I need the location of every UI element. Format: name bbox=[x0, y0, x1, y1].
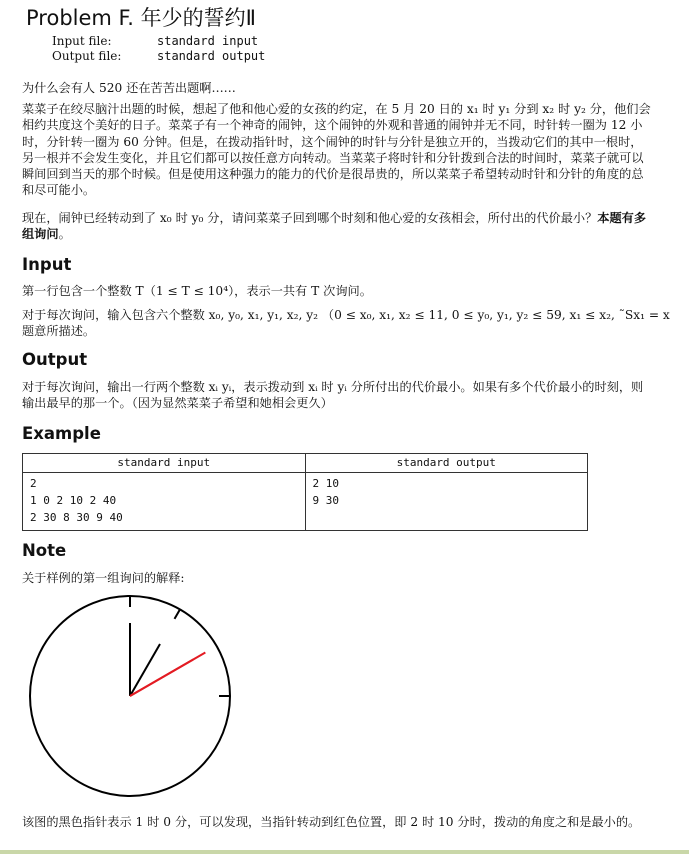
output-file-value: standard output bbox=[157, 49, 266, 63]
statement-paragraph-2 bbox=[22, 210, 652, 243]
clock-ticks bbox=[130, 596, 230, 696]
statement-intro: 为什么会有人 520 还在苦苦出题啊…… bbox=[22, 81, 236, 95]
example-output-body bbox=[306, 473, 588, 511]
input-heading: Input bbox=[22, 255, 72, 274]
statement-paragraph-2-text: 现在，闹钟已经转动到了 x₀ 时 y₀ 分，请问菜菜子回到哪个时刻和他心爱的女孩相会，所付出的代价最小？ bbox=[22, 211, 598, 225]
output-heading: Output bbox=[22, 350, 88, 369]
output-file-label: Output file: bbox=[52, 49, 122, 63]
example-input-header: standard input bbox=[23, 454, 305, 473]
input-file-label: Input file: bbox=[52, 34, 112, 48]
page-bottom-bar bbox=[0, 850, 689, 854]
example-output-line-1: 2 10 bbox=[312, 477, 339, 490]
example-heading: Example bbox=[22, 424, 101, 443]
example-input-line-1: 2 bbox=[30, 477, 37, 490]
example-input-body bbox=[23, 473, 305, 528]
example-input-line-2: 1 0 2 10 2 40 bbox=[30, 494, 117, 507]
example-input-line-3: 2 30 8 30 9 40 bbox=[30, 511, 123, 524]
output-text: 对于每次询问，输出一行两个整数 xᵢ yᵢ，表示拨动到 xᵢ 时 yᵢ 分所付出的代价最小。如果有多个代价最小的时刻，则输出最早的那一个。（因为显然菜菜子希望和她相会更久） bbox=[22, 380, 644, 411]
io-spec bbox=[52, 34, 265, 64]
note-heading: Note bbox=[22, 541, 67, 560]
note-intro: 关于样例的第一组询问的解释: bbox=[22, 571, 185, 585]
statement-paragraph-1: 菜菜子在绞尽脑汁出题的时候，想起了他和他心爱的女孩的约定，在 5 月 20 日的 x₁ 时 y₁ 分到 x₂ 时 y₂ 分，他们会相约共度这个美好的日子。菜菜子有一个神奇的闹钟，这个闹钟的外观和普通的闹钟并无不同，时针转一圈为 12 小时，分针转一圈为 60 分钟。但是，在拨动指针时，这个闹钟的时针与分针是独立开的，当拨动它们的其中一根时，另一根并不会发生变化，并且它们都可以按任意方向转动。当菜菜子将时针和分针拨到合法的时间时，菜菜子就可以瞬间回到当天的那个时候。但是使用这种强力的能力的代价是很昂贵的，所以菜菜子希望转动时针和分针的角度的总和尽可能小。 bbox=[22, 102, 651, 198]
input-file-value: standard input bbox=[157, 34, 259, 48]
example-output-header: standard output bbox=[306, 454, 588, 473]
statement-paragraph-2-end: 。 bbox=[58, 227, 71, 242]
example-table bbox=[22, 453, 588, 531]
input-line-2: 对于每次询问，输入包含六个整数 x₀, y₀, x₁, y₁, x₂, y₂ （0 ≤ x₀, x₁, x₂ ≤ 11, 0 ≤ y₀, y₁, y₂ ≤ 59, x₁ ≤ x₂, ˜Sx₁ = x bbox=[22, 308, 670, 322]
statement-multi-query-note: 本题有多组询问 bbox=[22, 211, 647, 242]
example-input-column bbox=[23, 454, 305, 530]
clock-figure bbox=[25, 595, 245, 800]
note-caption: 该图的黑色指针表示 1 时 0 分，可以发现，当指针转动到红色位置，即 2 时 10 分时，拨动的角度之和是最小的。 bbox=[22, 815, 641, 829]
clock-hands bbox=[130, 623, 205, 696]
input-line-3: 题意所描述。 bbox=[22, 324, 96, 338]
clock-tick-1 bbox=[175, 609, 181, 619]
example-output-column bbox=[305, 454, 588, 530]
problem-title: Problem F. 年少的誓约Ⅱ bbox=[26, 6, 256, 30]
example-output-line-2: 9 30 bbox=[312, 494, 339, 507]
input-line-1: 第一行包含一个整数 T（1 ≤ T ≤ 10⁴），表示一共有 T 次询问。 bbox=[22, 284, 372, 298]
